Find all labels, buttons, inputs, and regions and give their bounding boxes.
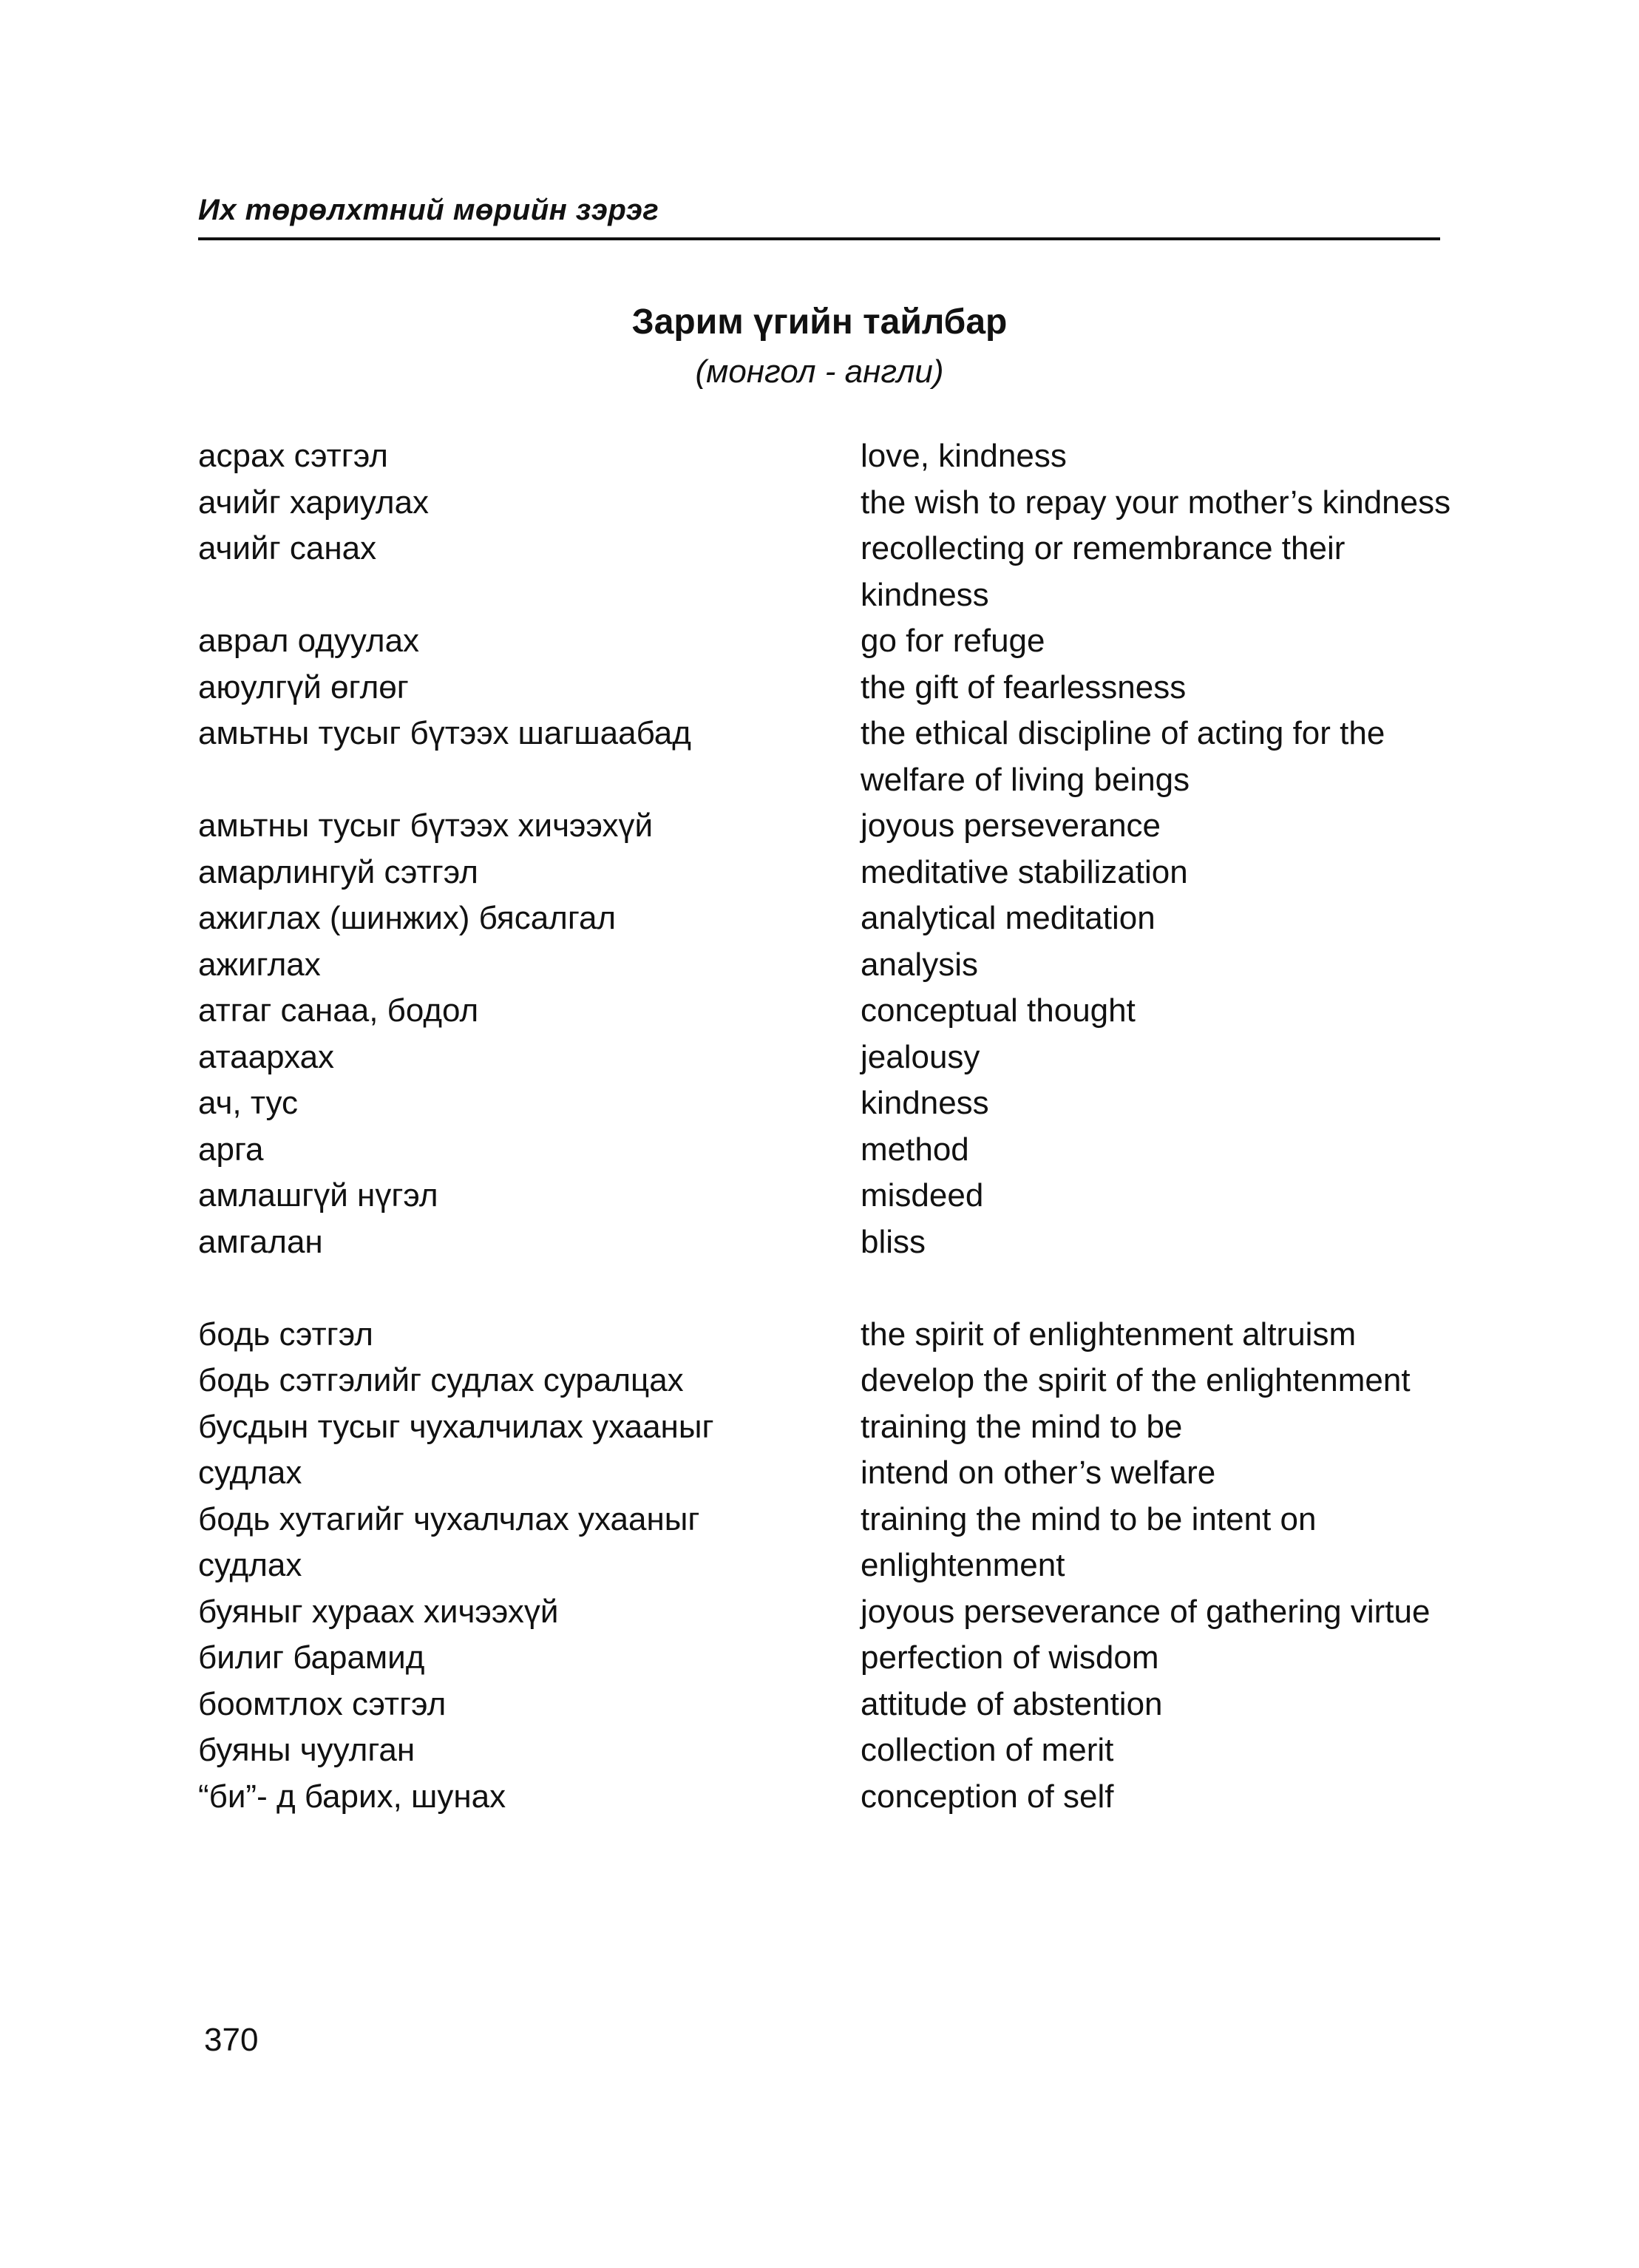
mongolian-term: арга	[198, 1131, 264, 1168]
english-definition: perfection of wisdom	[861, 1639, 1159, 1676]
english-definition: analytical meditation	[861, 900, 1156, 936]
glossary-entry	[198, 711, 1455, 803]
mongolian-term: амьтны тусыг бүтээх шагшаабад	[198, 715, 691, 751]
english-definition: conceptual thought	[861, 992, 1136, 1029]
mongolian-term: амарлингуй сэтгэл	[198, 853, 478, 890]
mongolian-term: буяны чуулган	[198, 1732, 415, 1768]
english-definition: the spirit of enlightenment altruism	[861, 1316, 1357, 1353]
glossary-entry	[198, 1127, 1455, 1174]
english-definition: joyous perseverance	[861, 808, 1161, 844]
mongolian-term: атаархах	[198, 1038, 335, 1075]
mongolian-term: буяныг хураах хичээхүй	[198, 1593, 559, 1630]
english-definition: love, kindness	[861, 438, 1067, 474]
glossary-entry	[198, 480, 1455, 527]
glossary-entry	[198, 618, 1455, 665]
glossary-entry	[198, 526, 1455, 618]
english-definition: go for refuge	[861, 623, 1045, 659]
mongolian-term: “би”- д барих, шунах	[198, 1778, 506, 1815]
mongolian-term: аюулгүй өглөг	[198, 668, 409, 705]
mongolian-term: ачийг хариулах	[198, 484, 430, 521]
glossary-entry	[198, 1589, 1455, 1636]
glossary-entry	[198, 1682, 1455, 1728]
glossary-entry	[198, 1774, 1455, 1821]
english-definition: enlightenment	[861, 1547, 1065, 1583]
mongolian-term: билиг барамид	[198, 1639, 425, 1676]
mongolian-term: ачийг санах	[198, 530, 377, 566]
english-definition: the ethical discipline of acting for the welfare of living beings	[861, 715, 1385, 798]
mongolian-term: ажиглах (шинжих) бясалгал	[198, 900, 617, 936]
english-definition: training the mind to be intent on	[861, 1500, 1317, 1537]
glossary-entry	[198, 1497, 1455, 1543]
mongolian-term: амгалан	[198, 1223, 323, 1260]
mongolian-term: бусдын тусыг чухалчилах ухааныг	[198, 1408, 714, 1445]
header-rule	[198, 237, 1440, 240]
glossary-entry	[198, 896, 1455, 942]
english-definition: attitude of abstention	[861, 1685, 1163, 1722]
glossary-entry	[198, 1173, 1455, 1219]
glossary-entry	[198, 1727, 1455, 1774]
mongolian-term: амьтны тусыг бүтээх хичээхүй	[198, 808, 654, 844]
english-definition: method	[861, 1131, 969, 1168]
english-definition: conception of self	[861, 1778, 1114, 1815]
english-definition: analysis	[861, 946, 978, 983]
mongolian-term: бодь сэтгэл	[198, 1316, 373, 1353]
english-definition: intend on other’s welfare	[861, 1455, 1216, 1491]
english-definition: collection of merit	[861, 1732, 1114, 1768]
mongolian-term: ач, тус	[198, 1085, 299, 1121]
glossary-table	[198, 433, 1455, 1820]
mongolian-term: аврал одуулах	[198, 623, 420, 659]
english-definition: kindness	[861, 1085, 989, 1121]
glossary-entry	[198, 1080, 1455, 1127]
english-definition: recollecting or remembrance their kindness	[861, 530, 1346, 613]
glossary-title: Зарим үгийн тайлбар	[631, 302, 1008, 342]
glossary-subtitle: (монгол - англи)	[695, 353, 944, 390]
glossary-entry	[198, 850, 1455, 896]
english-definition: jealousy	[861, 1038, 980, 1075]
mongolian-term: судлах	[198, 1547, 302, 1583]
english-definition: the gift of fearlessness	[861, 668, 1187, 705]
mongolian-term: ажиглах	[198, 946, 321, 983]
mongolian-term: боомтлох сэтгэл	[198, 1685, 447, 1722]
group-separator	[198, 1265, 1455, 1312]
mongolian-term: амлашгүй нүгэл	[198, 1177, 438, 1213]
english-definition: meditative stabilization	[861, 853, 1188, 890]
glossary-entry	[198, 433, 1455, 480]
glossary-entry	[198, 1312, 1455, 1358]
english-definition: the wish to repay your mother’s kindness	[861, 484, 1451, 521]
mongolian-term: бодь хутагийг чухалчлах ухааныг	[198, 1500, 700, 1537]
glossary-entry	[198, 1035, 1455, 1081]
mongolian-term: атгаг санаа, бодол	[198, 992, 479, 1029]
mongolian-term: асрах сэтгэл	[198, 438, 388, 474]
glossary-entry	[198, 1635, 1455, 1682]
glossary-entry	[198, 803, 1455, 850]
glossary-entry	[198, 1219, 1455, 1266]
mongolian-term: судлах	[198, 1455, 302, 1491]
glossary-entry	[198, 988, 1455, 1035]
english-definition: misdeed	[861, 1177, 984, 1213]
glossary-entry	[198, 1358, 1455, 1404]
glossary-entry	[198, 1404, 1455, 1451]
glossary-entry	[198, 665, 1455, 711]
english-definition: bliss	[861, 1223, 926, 1260]
english-definition: training the mind to be	[861, 1408, 1183, 1445]
page-number: 370	[204, 2022, 259, 2058]
running-header: Их төрөлхтний мөрийн зэрэг	[198, 194, 659, 226]
glossary-entry	[198, 1543, 1455, 1589]
glossary-entry	[198, 1450, 1455, 1497]
glossary-entry	[198, 942, 1455, 989]
english-definition: develop the spirit of the enlightenment	[861, 1362, 1411, 1398]
english-definition: joyous perseverance of gathering virtue	[861, 1593, 1431, 1630]
mongolian-term: бодь сэтгэлийг судлах суралцах	[198, 1362, 684, 1398]
